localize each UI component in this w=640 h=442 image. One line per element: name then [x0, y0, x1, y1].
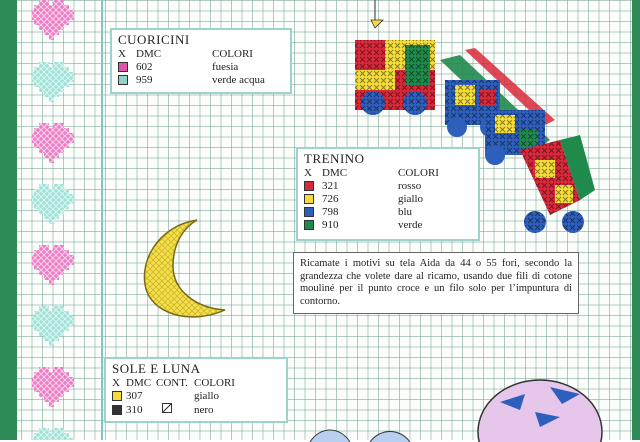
- swatch-giallo: [304, 194, 314, 204]
- heart-aqua-2: [32, 184, 74, 224]
- dmc-code: 307: [126, 390, 143, 402]
- dmc-code: 798: [322, 206, 339, 218]
- legend-row: [304, 193, 472, 206]
- legend-header-row: [118, 48, 284, 61]
- partial-motif: [300, 422, 420, 442]
- dmc-code: 726: [322, 193, 339, 205]
- legend-row: [304, 206, 472, 219]
- swatch-verde-acqua: [118, 75, 128, 85]
- color-name: rosso: [398, 180, 422, 192]
- color-name: verde acqua: [212, 74, 265, 86]
- header-x: X: [112, 377, 120, 389]
- heart-aqua-4: [32, 428, 74, 440]
- swatch-nero: [112, 405, 122, 415]
- dmc-code: 959: [136, 74, 153, 86]
- dmc-code: 321: [322, 180, 339, 192]
- header-dmc: DMC: [322, 167, 348, 179]
- swatch-fucsia: [118, 62, 128, 72]
- swatch-giallo: [112, 391, 122, 401]
- legend-sole-e-luna: [104, 357, 288, 423]
- instructions-note: Ricamate i motivi su tela Aida da 44 o 55 fori, secondo la grandezza che volete dare al ricamo, usando due fili di cotone mouliné per il punto croce e un filo solo per l’impuntura di contorno.: [293, 252, 579, 314]
- heart-pink-3: [32, 245, 74, 285]
- legend-row: [112, 390, 280, 403]
- legend-row: [304, 219, 472, 232]
- hearts-column: [32, 0, 112, 440]
- legend-header-row: [304, 167, 472, 180]
- legend-row: [304, 180, 472, 193]
- legend-trenino: [296, 147, 480, 241]
- color-name: giallo: [194, 390, 220, 402]
- dmc-code: 310: [126, 403, 143, 416]
- header-dmc: DMC: [126, 377, 152, 389]
- legend-header-row: [112, 377, 280, 390]
- color-name: fuesia: [212, 61, 239, 73]
- heart-pink-2: [32, 123, 74, 163]
- header-colori: COLORI: [212, 48, 253, 60]
- legend-row: [112, 403, 280, 417]
- dmc-code: 602: [136, 61, 153, 73]
- color-name: blu: [398, 206, 413, 218]
- swatch-blu: [304, 207, 314, 217]
- swatch-verde: [304, 220, 314, 230]
- ball-motif: [470, 372, 610, 442]
- color-name: verde: [398, 219, 423, 231]
- heart-aqua-1: [32, 62, 74, 102]
- swatch-rosso: [304, 181, 314, 191]
- heart-pink-4: [32, 367, 74, 407]
- header-dmc: DMC: [136, 48, 162, 60]
- legend-cuoricini: [110, 28, 292, 94]
- legend-row: [118, 61, 284, 74]
- legend-title: SOLE E LUNA: [112, 361, 201, 376]
- contour-stitch-icon: [162, 403, 172, 413]
- legend-title: CUORICINI: [118, 32, 190, 47]
- header-colori: COLORI: [398, 167, 439, 179]
- moon-motif: [135, 212, 245, 322]
- header-x: X: [304, 167, 312, 179]
- color-name: giallo: [398, 193, 424, 205]
- header-colori: COLORI: [194, 377, 235, 389]
- dmc-code: 910: [322, 219, 339, 231]
- legend-title: TRENINO: [304, 151, 365, 166]
- header-cont: CONT.: [156, 377, 188, 389]
- green-left-border: [0, 0, 17, 440]
- green-right-border: [632, 0, 640, 440]
- header-x: X: [118, 48, 126, 60]
- color-name: nero: [194, 403, 214, 416]
- heart-aqua-3: [32, 306, 74, 346]
- heart-pink-1: [32, 0, 74, 40]
- legend-row: [118, 74, 284, 87]
